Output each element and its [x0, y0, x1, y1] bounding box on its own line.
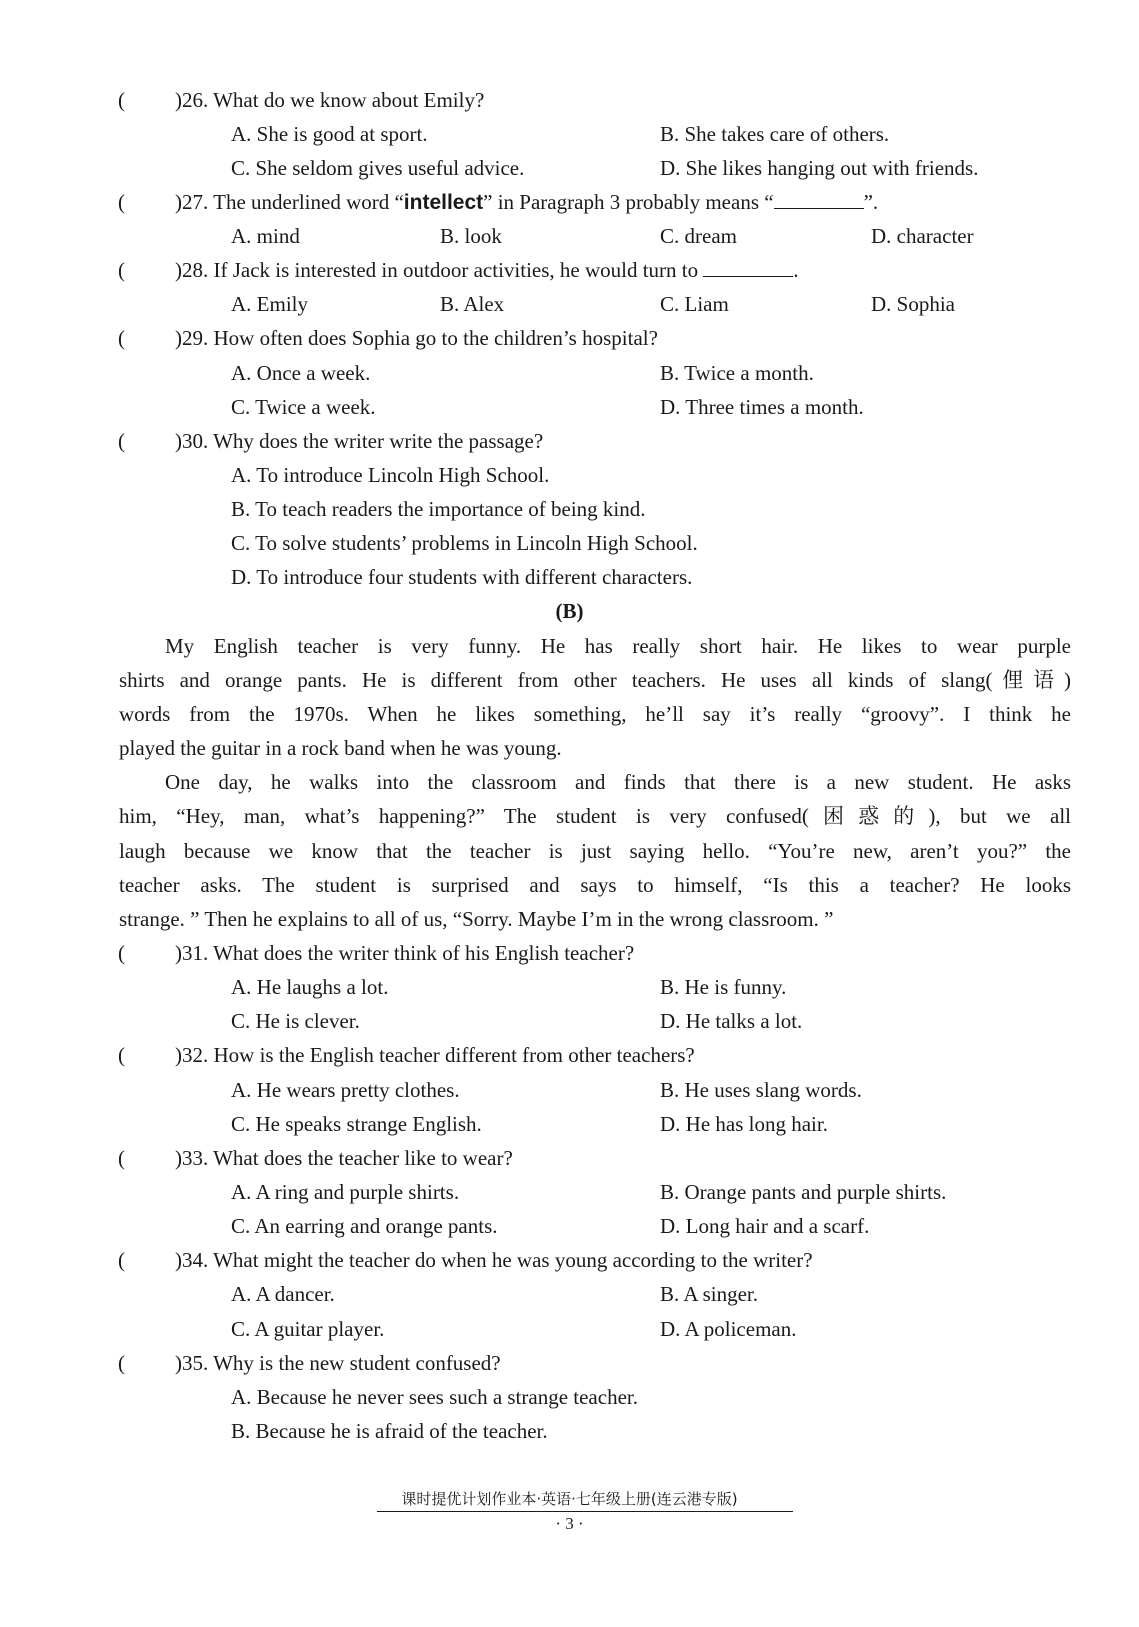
question-35-stem: )35. Why is the new student confused? [175, 1351, 501, 1375]
option-d: D. He has long hair. [660, 1112, 828, 1136]
option-c: C. A guitar player. [231, 1317, 385, 1341]
answer-paren: ( [118, 88, 125, 112]
option-c: C. To solve students’ problems in Lincoln High School. [231, 531, 698, 555]
option-a: A. A ring and purple shirts. [231, 1180, 460, 1204]
passage-line: shirts and orange pants. He is different from other teachers. He uses all kinds of slang(俚语) [119, 668, 1071, 692]
option-a: A. He laughs a lot. [231, 975, 389, 999]
option-d: D. Three times a month. [660, 395, 864, 419]
answer-blank [774, 190, 864, 209]
option-d: D. character [871, 224, 974, 248]
question-29-stem: )29. How often does Sophia go to the children’s hospital? [175, 326, 658, 350]
question-30-stem: )30. Why does the writer write the passage? [175, 429, 544, 453]
option-b: B. Twice a month. [660, 361, 814, 385]
option-c: C. Twice a week. [231, 395, 376, 419]
passage-line: laugh because we know that the teacher is just saying hello. “You’re new, aren’t you?” the [119, 839, 1071, 863]
option-b: B. She takes care of others. [660, 122, 890, 146]
question-26-stem: )26. What do we know about Emily? [175, 88, 485, 112]
option-c: C. An earring and orange pants. [231, 1214, 498, 1238]
answer-paren: ( [118, 1043, 125, 1067]
answer-paren: ( [118, 190, 125, 214]
option-a: A. A dancer. [231, 1282, 335, 1306]
option-b: B. He is funny. [660, 975, 787, 999]
passage-line: My English teacher is very funny. He has really short hair. He likes to wear purple [165, 634, 1071, 658]
passage-line: One day, he walks into the classroom and finds that there is a new student. He asks [165, 770, 1071, 794]
option-a: A. Because he never sees such a strange teacher. [231, 1385, 638, 1409]
answer-blank [703, 258, 793, 277]
section-heading: (B) [555, 599, 584, 623]
option-c: C. Liam [660, 292, 729, 316]
question-27-stem: )27. The underlined word “intellect” in Paragraph 3 probably means “ ”. [175, 190, 879, 214]
footer-title: 课时提优计划作业本·英语·七年级上册(连云港专版) [401, 1490, 738, 1508]
option-d: D. She likes hanging out with friends. [660, 156, 979, 180]
passage-line: strange. ” Then he explains to all of us, “Sorry. Maybe I’m in the wrong classroom. ” [119, 907, 834, 931]
option-d: D. He talks a lot. [660, 1009, 803, 1033]
answer-paren: ( [118, 941, 125, 965]
passage-line: played the guitar in a rock band when he was young. [119, 736, 562, 760]
footer-divider [377, 1511, 793, 1512]
option-a: A. He wears pretty clothes. [231, 1078, 460, 1102]
question-32-stem: )32. How is the English teacher different from other teachers? [175, 1043, 695, 1067]
answer-paren: ( [118, 1248, 125, 1272]
option-b: B. look [440, 224, 502, 248]
answer-paren: ( [118, 1146, 125, 1170]
option-a: A. She is good at sport. [231, 122, 428, 146]
option-a: A. To introduce Lincoln High School. [231, 463, 550, 487]
option-a: A. Emily [231, 292, 308, 316]
option-d: D. Sophia [871, 292, 955, 316]
option-c: C. He speaks strange English. [231, 1112, 482, 1136]
option-b: B. To teach readers the importance of being kind. [231, 497, 646, 521]
option-b: B. He uses slang words. [660, 1078, 862, 1102]
option-c: C. She seldom gives useful advice. [231, 156, 525, 180]
question-31-stem: )31. What does the writer think of his English teacher? [175, 941, 635, 965]
page-number: · 3 · [555, 1514, 584, 1533]
underlined-word: intellect [403, 191, 484, 214]
option-d: D. Long hair and a scarf. [660, 1214, 870, 1238]
question-34-stem: )34. What might the teacher do when he was young according to the writer? [175, 1248, 813, 1272]
answer-paren: ( [118, 326, 125, 350]
passage-line: him, “Hey, man, what’s happening?” The student is very confused(困惑的), but we all [119, 804, 1071, 828]
answer-paren: ( [118, 429, 125, 453]
option-b: B. Alex [440, 292, 505, 316]
answer-paren: ( [118, 1351, 125, 1375]
option-c: C. He is clever. [231, 1009, 360, 1033]
passage-line: words from the 1970s. When he likes something, he’ll say it’s really “groovy”. I think he [119, 702, 1071, 726]
option-b: B. Orange pants and purple shirts. [660, 1180, 947, 1204]
option-c: C. dream [660, 224, 737, 248]
question-28-stem: )28. If Jack is interested in outdoor activities, he would turn to . [175, 258, 799, 282]
answer-paren: ( [118, 258, 125, 282]
passage-line: teacher asks. The student is surprised and says to himself, “Is this a teacher? He looks [119, 873, 1071, 897]
option-a: A. Once a week. [231, 361, 371, 385]
option-b: B. A singer. [660, 1282, 759, 1306]
option-d: D. A policeman. [660, 1317, 797, 1341]
option-b: B. Because he is afraid of the teacher. [231, 1419, 548, 1443]
option-d: D. To introduce four students with different characters. [231, 565, 693, 589]
option-a: A. mind [231, 224, 300, 248]
question-33-stem: )33. What does the teacher like to wear? [175, 1146, 513, 1170]
